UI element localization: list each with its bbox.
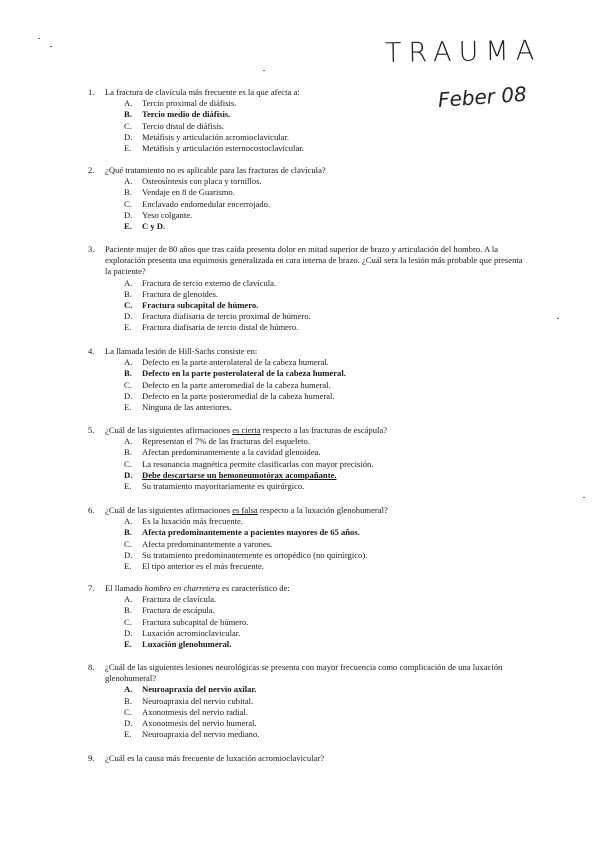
- options-list: [88, 98, 528, 154]
- option-d: D. Luxación acromioclavicular.: [124, 627, 241, 638]
- option-a: A. Es la luxación más frecuente.: [124, 516, 243, 527]
- question-text: ¿Qué tratamiento no es aplicable para las fracturas de clavícula?: [105, 165, 326, 175]
- question-number: 1.: [88, 87, 95, 97]
- option-b: B. Fractura de escápula.: [124, 605, 215, 616]
- option-c: C. Tercio distal de diáfisis.: [124, 120, 224, 131]
- option-b: B. Afecta predominantemente a pacientes mayores de 65 años.: [124, 527, 360, 538]
- emphasis: es falsa: [232, 505, 258, 515]
- option-a: A. Defecto en la parte anterolateral de la cabeza humeral.: [124, 357, 329, 368]
- option-d: D. Fractura diafisaria de tercio proximal de húmero.: [124, 311, 311, 322]
- option-d: D. Metáfisis y articulación acromioclavicular.: [124, 131, 289, 142]
- option-a: A. Fractura de tercio externo de clavícula.: [124, 277, 277, 288]
- option-d: D. Axonotmesis del nervio humeral.: [124, 718, 257, 729]
- options-list: [88, 357, 528, 413]
- question-2: [88, 165, 528, 232]
- question-text: ¿Cuál es la causa más frecuente de luxación acromioclavicular?: [105, 753, 325, 763]
- question-number: 4.: [88, 346, 95, 356]
- option-b: B. Defecto en la parte posterolateral de la cabeza humeral.: [124, 368, 346, 379]
- options-list: [88, 516, 528, 572]
- question-number: 6.: [88, 505, 95, 515]
- option-c: C. Fractura subcapital de húmero.: [124, 616, 249, 627]
- emphasis: hombro en charretera: [144, 583, 220, 593]
- option-b: B. Afectan predominantemente a la cavidad glenoidea.: [124, 447, 321, 458]
- option-c: C. Axonotmesis del nervio radial.: [124, 706, 248, 717]
- question-5: [88, 425, 528, 492]
- question-text: La llamada lesión de Hill-Sachs consiste en:: [105, 346, 258, 356]
- question-1: [88, 87, 528, 154]
- options-list: [88, 176, 528, 232]
- question-number: 3.: [88, 244, 95, 254]
- option-c: C. Enclavado endomedular encerrojado.: [124, 198, 271, 209]
- options-list: [88, 278, 528, 334]
- options-list: [88, 684, 528, 740]
- question-number: 9.: [88, 753, 95, 763]
- question-text: La fractura de clavícula más frecuente es la que afecta a:: [105, 87, 300, 97]
- option-d: D. Yeso colgante.: [124, 209, 193, 220]
- option-e: E. Neuroapraxia del nervio mediano.: [124, 729, 260, 740]
- question-number: 5.: [88, 425, 95, 435]
- option-c: C. Afecta predominantemente a varones.: [124, 538, 273, 549]
- option-e: E. Ninguna de las anteriores.: [124, 402, 232, 413]
- option-e: E. Luxación glenohumeral.: [124, 639, 232, 650]
- question-number: 8.: [88, 662, 95, 672]
- option-a: A. Osteosíntesis con placa y tornillos.: [124, 176, 262, 187]
- question-3: [88, 244, 528, 334]
- option-e: E. Su tratamiento mayoritariamente es quirúrgico.: [124, 481, 305, 492]
- option-d: D. Defecto en la parte posteromedial de la cabeza humeral.: [124, 390, 335, 401]
- question-text: El llamado hombro en charretera es característico de:: [105, 583, 290, 593]
- question-4: [88, 346, 528, 413]
- question-text: ¿Cuál de las siguientes afirmaciones es cierta respecto a las fracturas de escápula?: [105, 425, 388, 435]
- question-9: [88, 753, 528, 764]
- option-e: E. El tipo anterior es el más frecuente.: [124, 561, 264, 572]
- option-b: B. Vendaje en 8 de Guarismo.: [124, 187, 235, 198]
- option-a: A. Fractura de clavícula.: [124, 594, 217, 605]
- question-text: ¿Cuál de las siguientes afirmaciones es falsa respecto a la luxación glenohumeral?: [105, 505, 388, 515]
- option-b: B. Neuroapraxia del nervio cubital.: [124, 695, 254, 706]
- handwritten-date: Feber 08: [437, 81, 528, 112]
- question-number: 2.: [88, 165, 95, 175]
- question-text: Paciente mujer de 80 años que tras caída presenta dolor en mitad superior de brazo y articulación del hombro. A la exploración presenta una equimosis generalizada en cara interna de brazo. ¿Cuál sera la lesión más probable que presenta la paciente?: [105, 244, 523, 277]
- option-c: C. Fractura subcapital de húmero.: [124, 300, 259, 311]
- question-number: 7.: [88, 583, 95, 593]
- option-b: B. Tercio medio de diáfisis.: [124, 109, 231, 120]
- question-text: ¿Cuál de las siguientes lesiones neurológicas se presenta con mayor frecuencia como complicación de una luxación glenohumeral?: [105, 662, 503, 684]
- question-8: [88, 662, 528, 740]
- options-list: [88, 594, 528, 650]
- option-e: E. Metáfisis y articulación esternocostoclavicular.: [124, 143, 304, 154]
- options-list: [88, 436, 528, 492]
- option-a: A. Representan el 7% de las fracturas del esqueleto.: [124, 436, 310, 447]
- option-c: C. La resonancia magnética permite clasificarlas con mayor precisión.: [124, 458, 374, 469]
- option-a: A. Tercio proximal de diáfisis.: [124, 98, 237, 109]
- option-a: A. Neuroapraxia del nervio axilar.: [124, 684, 257, 695]
- emphasis: es cierta: [232, 425, 261, 435]
- handwritten-title: TRAUMA: [384, 35, 542, 69]
- option-d: D. Debe descartarse un hemoneumotórax acompañante.: [124, 469, 337, 480]
- question-7: [88, 583, 528, 650]
- option-c: C. Defecto en la parte anteromedial de la cabeza humeral.: [124, 379, 331, 390]
- option-d: D. Su tratamiento predominantemente es ortopédico (no quirúrgico).: [124, 549, 368, 560]
- option-e: E. C y D.: [124, 221, 166, 232]
- option-e: E. Fractura diafisaria de tercio distal de húmero.: [124, 322, 299, 333]
- question-6: [88, 505, 528, 572]
- option-b: B. Fractura de glenoides.: [124, 288, 219, 299]
